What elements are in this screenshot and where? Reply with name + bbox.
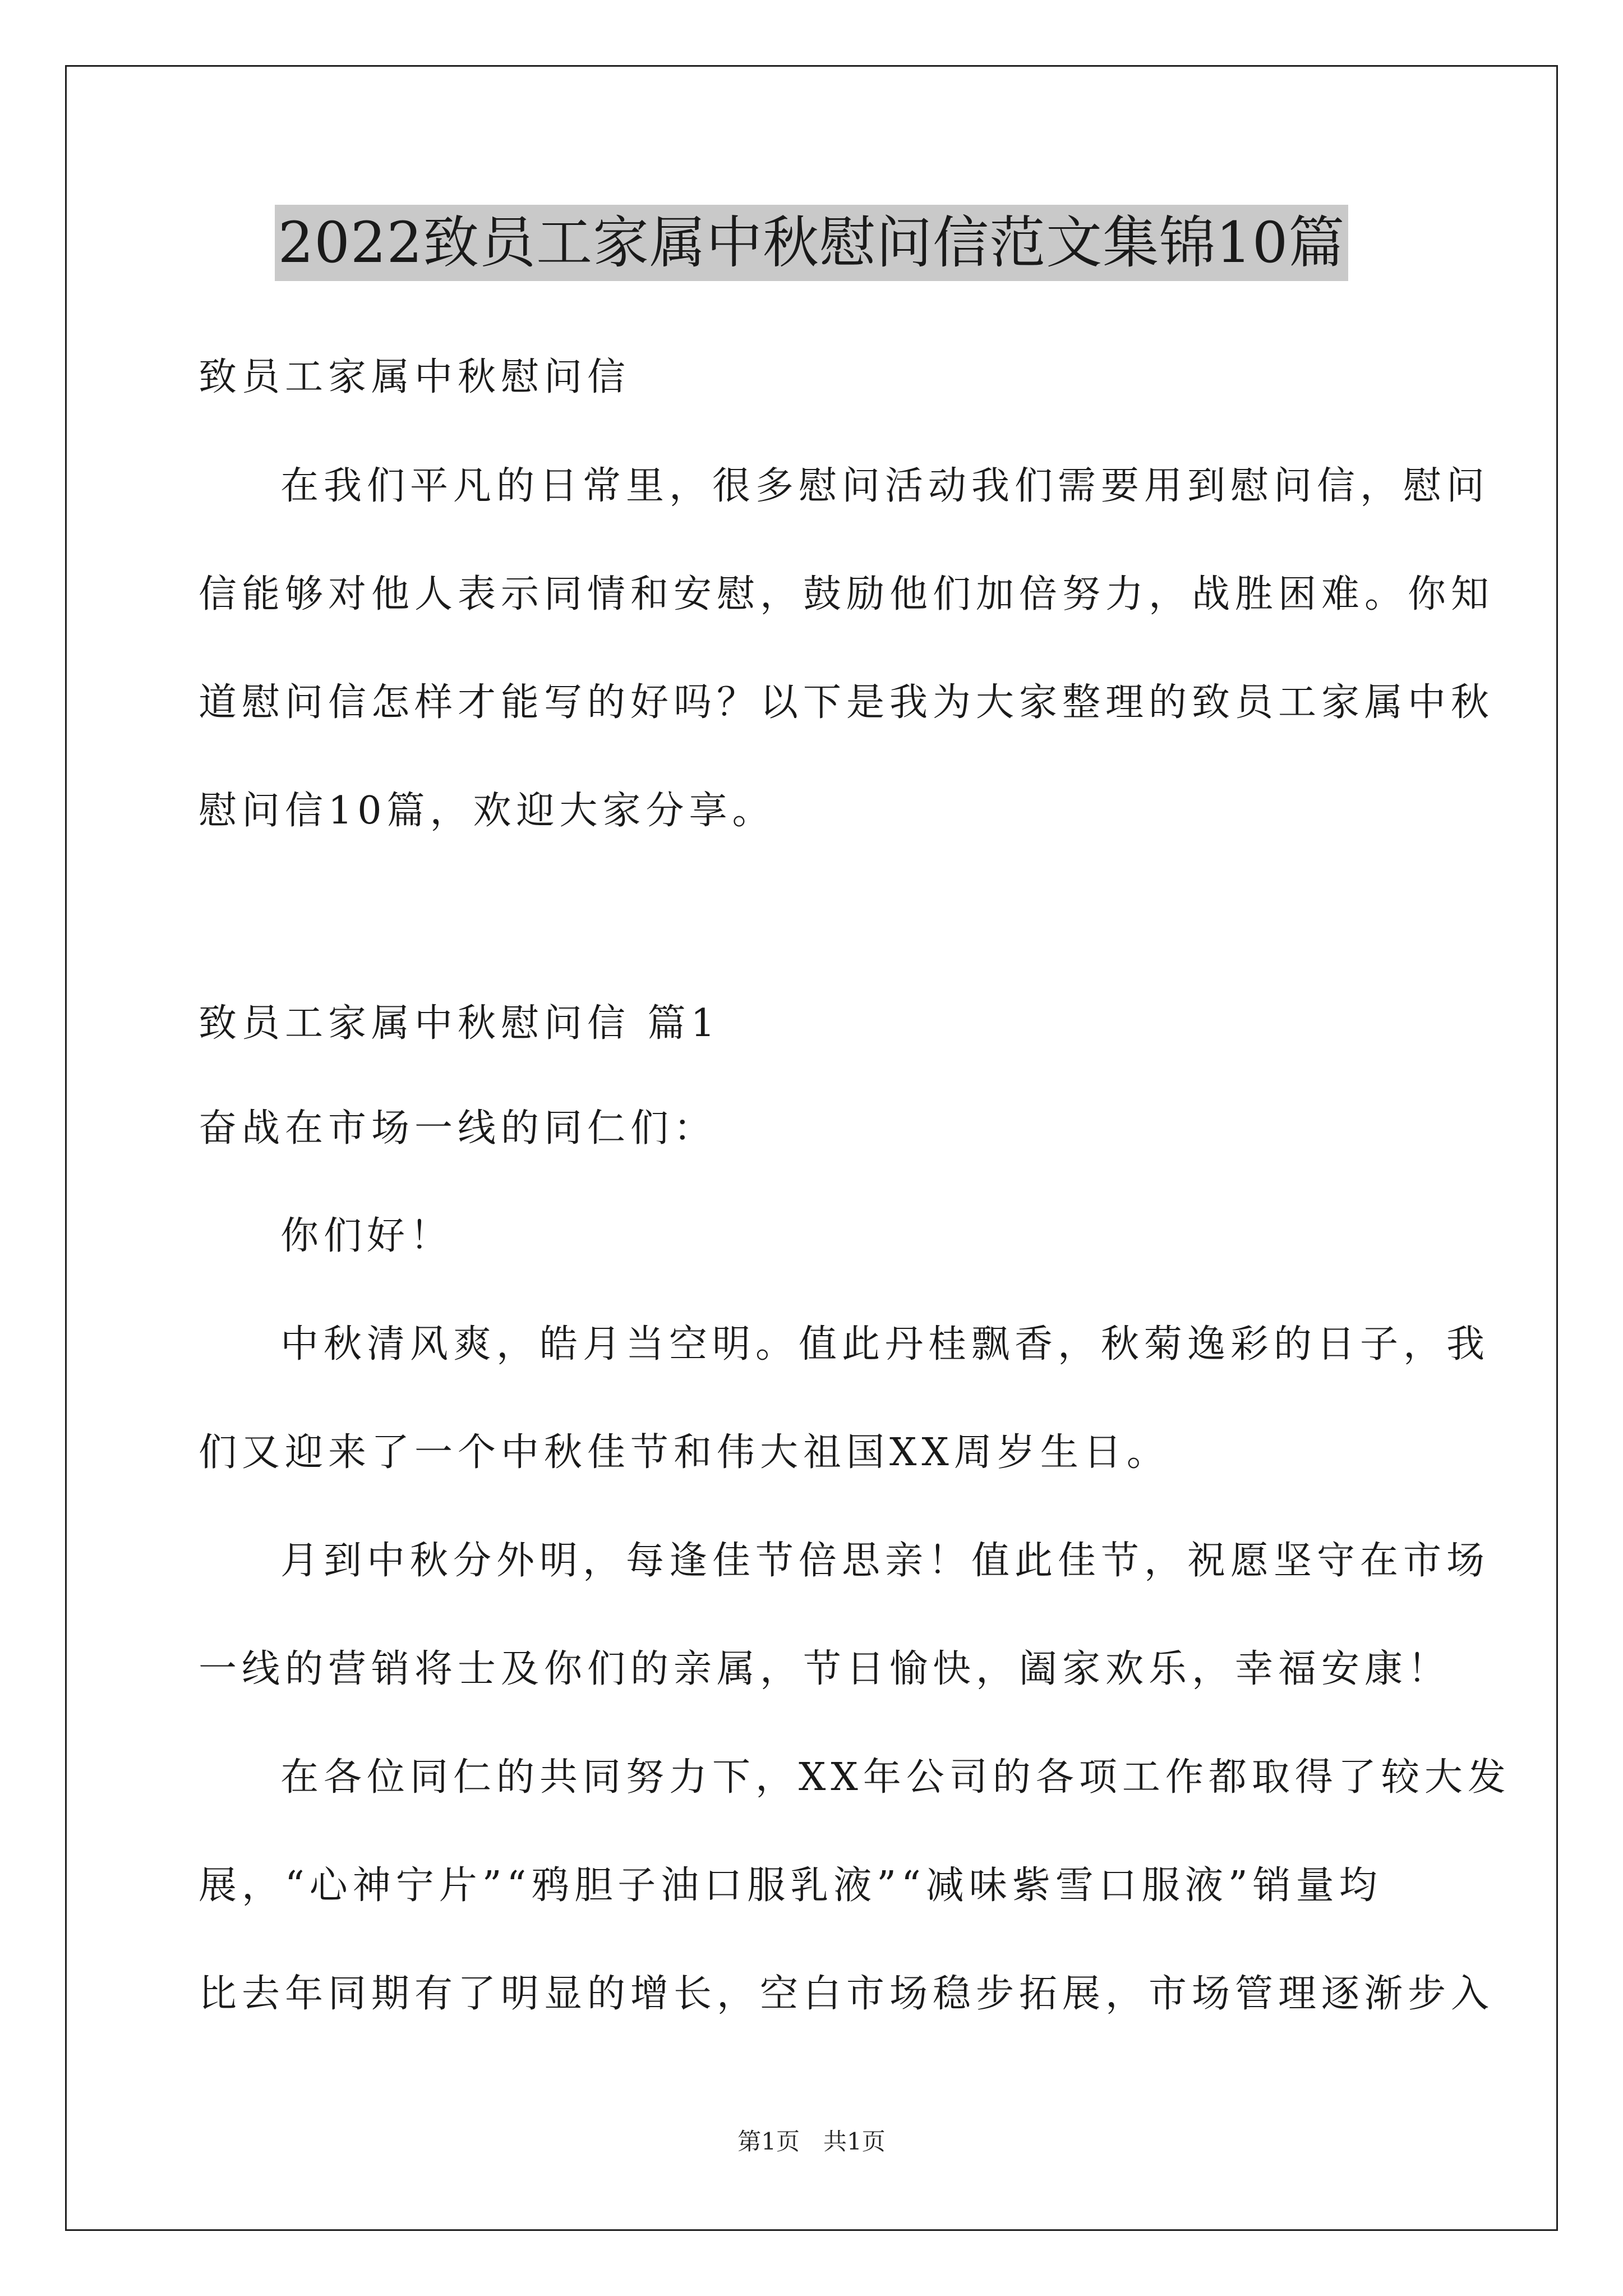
paragraph-line: 在我们平凡的日常里，很多慰问活动我们需要用到慰问信，慰问 xyxy=(280,464,1490,508)
paragraph-line: 中秋清风爽，皓月当空明。值此丹桂飘香，秋菊逸彩的日子，我 xyxy=(280,1322,1490,1366)
paragraph-line: 道慰问信怎样才能写的好吗？以下是我为大家整理的致员工家属中秋 xyxy=(199,680,1495,725)
greeting: 你们好！ xyxy=(280,1214,454,1258)
paragraph-line: 在各位同仁的共同努力下，XX年公司的各项工作都取得了较大发 xyxy=(280,1755,1511,1800)
section-heading: 致员工家属中秋慰问信 篇1 xyxy=(199,1001,720,1046)
paragraph-line: 比去年同期有了明显的增长，空白市场稳步拓展，市场管理逐渐步入 xyxy=(199,1972,1495,2016)
paragraph-line: 们又迎来了一个中秋佳节和伟大祖国XX周岁生日。 xyxy=(199,1430,1170,1475)
paragraph-line: 一线的营销将士及你们的亲属，节日愉快，阖家欢乐，幸福安康！ xyxy=(199,1647,1451,1691)
paragraph-line: 展，“心神宁片”“鸦胆子油口服乳液”“减味紫雪口服液”销量均 xyxy=(199,1864,1382,1908)
title-container xyxy=(0,205,1623,281)
paragraph-line: 信能够对他人表示同情和安慰，鼓励他们加倍努力，战胜困难。你知 xyxy=(199,572,1495,616)
section-heading: 致员工家属中秋慰问信 xyxy=(199,355,631,399)
page-number: 第1页 共1页 xyxy=(737,2128,886,2155)
document-title: 2022致员工家属中秋慰问信范文集锦10篇 xyxy=(275,205,1349,281)
paragraph-line: 月到中秋分外明，每逢佳节倍思亲！值此佳节，祝愿坚守在市场 xyxy=(280,1539,1490,1583)
paragraph-line: 慰问信10篇，欢迎大家分享。 xyxy=(199,789,776,833)
salutation: 奋战在市场一线的同仁们： xyxy=(199,1106,717,1151)
